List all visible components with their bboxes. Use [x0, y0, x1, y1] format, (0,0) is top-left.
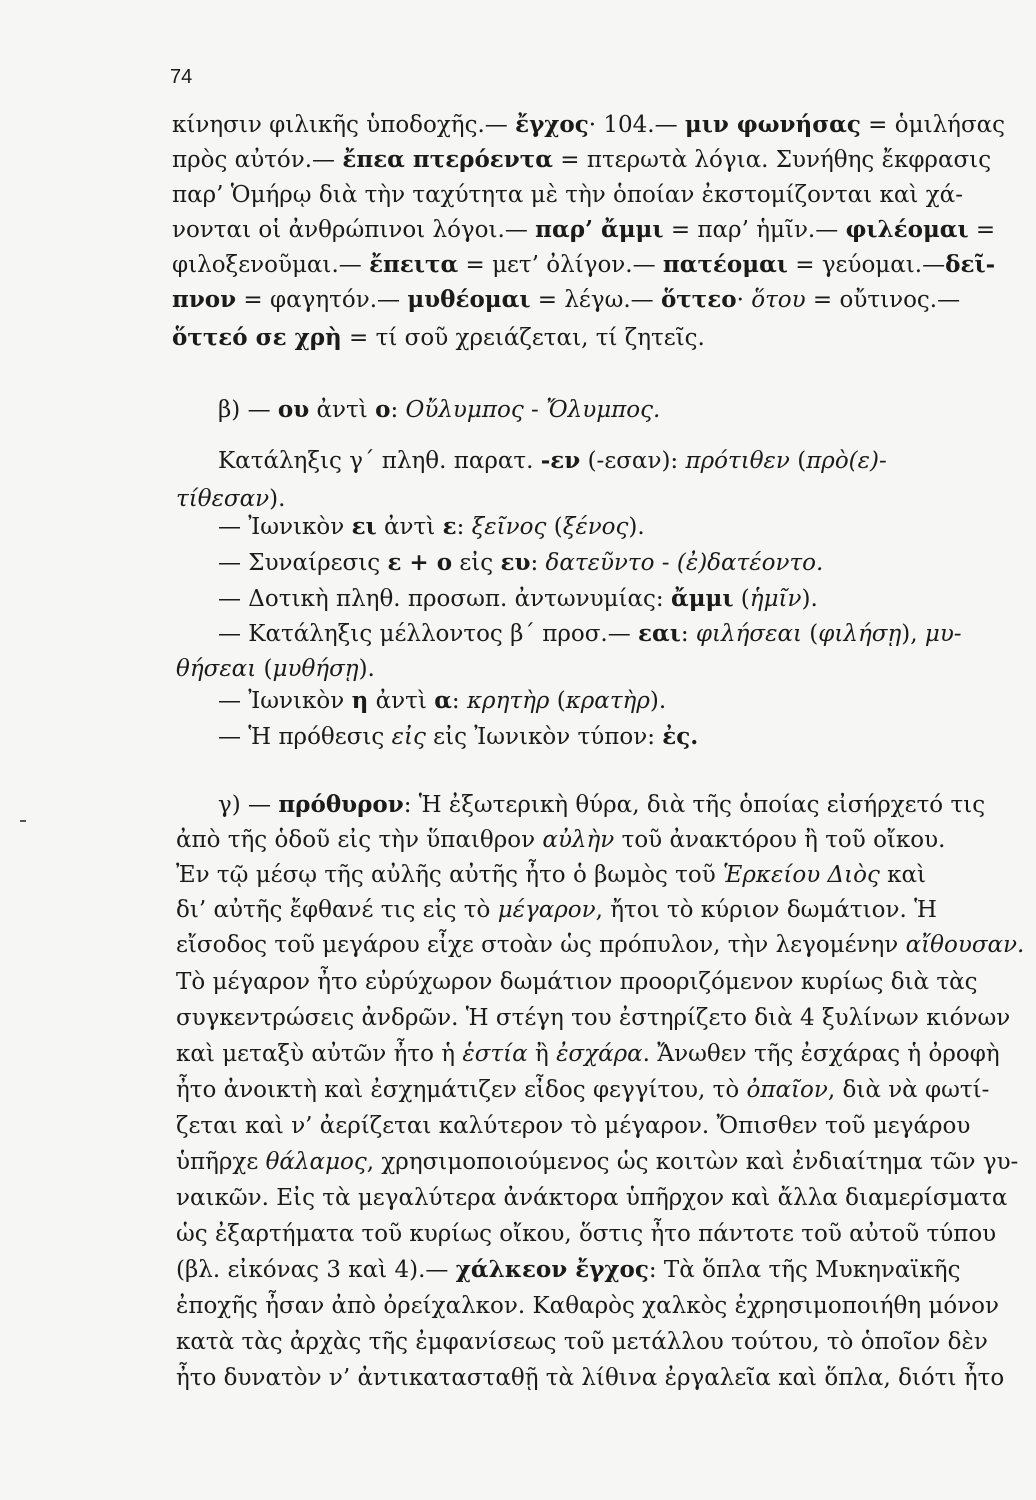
- text-line: [218, 584, 818, 614]
- page-number: 74: [170, 66, 193, 88]
- bold-term: η: [351, 687, 369, 714]
- text-run: κίνησιν φιλικῆς ὑποδοχῆς.—: [172, 112, 516, 138]
- bold-term: παρ’ ἄμμι: [535, 216, 664, 243]
- text-line: [218, 548, 823, 578]
- text-run: = μετ’ ὀλίγον.—: [458, 252, 663, 278]
- text-run: τοῦ ἀνακτόρου ἢ τοῦ οἴκου.: [614, 827, 946, 853]
- bold-term: ἄμμι: [671, 585, 734, 612]
- text-run: :: [530, 550, 546, 576]
- italic-term: Ἑρκείου Διὸς: [723, 862, 880, 888]
- italic-term: μυ-: [924, 621, 962, 647]
- text-line: [176, 930, 1024, 960]
- text-run: νονται οἱ ἀνθρώπινοι λόγοι.—: [172, 217, 536, 243]
- italic-term: μέγαρον: [497, 897, 596, 923]
- text-line: [176, 654, 375, 684]
- italic-term: ἑστία: [462, 1041, 528, 1067]
- bold-term: χάλκεον ἔγχος: [455, 1256, 649, 1283]
- text-run: ἦτο ἀνοικτὴ καὶ ἐσχημάτιζεν εἶδος φεγγίτου, τὸ: [176, 1077, 747, 1103]
- text-run: =: [968, 217, 996, 243]
- text-line: [176, 1363, 1004, 1393]
- text-run: (: [802, 621, 819, 647]
- italic-term: θάλαμος: [265, 1149, 367, 1175]
- italic-term: εἰς: [391, 724, 426, 750]
- text-line: [218, 512, 645, 542]
- text-line: [218, 722, 698, 752]
- italic-term: ξεῖνος: [471, 514, 547, 540]
- margin-mark: [20, 820, 26, 822]
- text-run: συγκεντρώσεις ἀνδρῶν. Ἡ στέγη του ἐστηρίζετο διὰ 4 ξυλίνων κιόνων: [176, 1005, 1011, 1031]
- bold-term: πνον: [172, 286, 237, 313]
- text-line: [176, 825, 945, 855]
- text-run: ·: [736, 287, 752, 313]
- text-run: · 104.—: [588, 112, 685, 138]
- text-run: φιλοξενοῦμαι.—: [172, 252, 370, 278]
- text-run: = οὔτινος.—: [805, 287, 961, 313]
- text-line: [172, 215, 1012, 245]
- bold-term: -εν: [540, 447, 581, 474]
- text-run: :: [451, 688, 467, 714]
- text-line: [176, 1255, 960, 1285]
- italic-term: ἐσχάρα: [556, 1041, 643, 1067]
- text-line: [176, 1219, 996, 1249]
- text-line: [172, 323, 1012, 353]
- text-line: [176, 860, 926, 890]
- bold-term: ὅττεό σε χρὴ: [172, 324, 342, 351]
- bold-term: α: [434, 687, 452, 714]
- text-run: , χρησιμοποιούμενος ὡς κοιτὼν καὶ ἐνδιαίτημα τῶν γυ-: [366, 1149, 1019, 1175]
- text-run: (-εσαν):: [580, 448, 686, 474]
- text-run: -: [523, 397, 547, 423]
- text-run: καὶ: [879, 862, 927, 888]
- italic-term: ὀπαῖον: [746, 1077, 828, 1103]
- italic-term: αὐλὴν: [542, 827, 615, 853]
- text-run: , διὰ νὰ φωτί-: [827, 1077, 990, 1103]
- italic-term: δατεῦντο: [545, 550, 655, 576]
- text-run: ὡς ἐξαρτήματα τοῦ κυρίως οἴκου, ὅστις ἦτο πάντοτε τοῦ αὐτοῦ τύπου: [176, 1221, 997, 1247]
- text-run: — Ἡ πρόθεσις: [218, 724, 392, 750]
- text-run: ).: [801, 586, 818, 612]
- italic-term: τίθεσαν: [176, 486, 270, 512]
- text-run: Ἐν τῷ μέσῳ τῆς αὐλῆς αὐτῆς ἦτο ὁ βωμὸς τοῦ: [176, 862, 724, 888]
- text-run: -: [654, 550, 677, 576]
- text-run: ἢ: [527, 1041, 557, 1067]
- text-line: [172, 250, 1012, 280]
- text-run: ἀντὶ: [368, 688, 435, 714]
- text-line: [176, 1039, 1000, 1069]
- italic-term: κρητὴρ: [466, 688, 550, 714]
- text-run: ζεται καὶ ν’ ἀερίζεται καλύτερον τὸ μέγαρον. Ὄπισθεν τοῦ μεγάρου: [176, 1113, 971, 1139]
- text-run: = λέγω.—: [530, 287, 661, 313]
- text-line: [176, 1183, 1007, 1213]
- text-run: :: [390, 397, 406, 423]
- italic-term: πρὸ(ε)-: [806, 448, 887, 474]
- text-run: (: [256, 656, 273, 682]
- text-run: Τὸ μέγαρον ἦτο εὐρύχωρον δωμάτιον προοριζόμενον κυρίως διὰ τὰς: [176, 969, 978, 995]
- text-run: ἀντὶ: [309, 397, 376, 423]
- bold-term: ἔπεα πτερόεντα: [342, 146, 553, 173]
- text-run: καὶ μεταξὺ αὐτῶν ἦτο ἡ: [176, 1041, 463, 1067]
- italic-term: (ἐ)δατέοντο.: [676, 550, 824, 576]
- bold-term: εαι: [638, 620, 681, 647]
- text-run: = γεύομαι.—: [787, 252, 946, 278]
- text-run: ).: [628, 514, 645, 540]
- text-line: [176, 1147, 1018, 1177]
- text-run: κατὰ τὰς ἀρχὰς τῆς ἐμφανίσεως τοῦ μετάλλου τούτου, τὸ ὁποῖον δὲν: [176, 1329, 988, 1355]
- italic-term: μυθήσῃ: [272, 656, 359, 682]
- text-line: [176, 1291, 999, 1321]
- text-line: [218, 790, 985, 820]
- text-run: ),: [901, 621, 925, 647]
- text-run: (: [789, 448, 807, 474]
- text-run: :: [456, 514, 472, 540]
- text-line: [172, 110, 1012, 140]
- text-run: — Δοτικὴ πληθ. προσωπ. ἀντωνυμίας:: [218, 586, 671, 612]
- text-run: : Ἡ ἐξωτερικὴ θύρα, διὰ τῆς ὁποίας εἰσήρχετό τις: [403, 792, 986, 818]
- italic-term: φιλήσῃ: [818, 621, 902, 647]
- text-line: [218, 446, 887, 476]
- text-line: [218, 686, 666, 716]
- bold-term: μιν φωνήσας: [684, 111, 861, 138]
- text-line: [176, 484, 285, 514]
- bold-term: δεῖ-: [945, 251, 996, 278]
- text-run: ἐποχῆς ἦσαν ἀπὸ ὀρείχαλκον. Καθαρὸς χαλκὸς ἐχρησιμοποιήθη μόνον: [176, 1293, 1000, 1319]
- italic-term: Ὄλυμπος.: [546, 397, 661, 423]
- text-run: ἀπὸ τῆς ὁδοῦ εἰς τὴν ὕπαιθρον: [176, 827, 543, 853]
- text-line: [172, 285, 1012, 315]
- bold-term: ου: [277, 396, 310, 423]
- text-run: παρ’ Ὁμήρῳ διὰ τὴν ταχύτητα μὲ τὴν ὁποίαν ἐκστομίζονται καὶ χά-: [172, 182, 963, 208]
- text-run: = πτερωτὰ λόγια. Συνήθης ἔκφρασις: [552, 147, 992, 173]
- bold-term: ἔπειτα: [369, 251, 459, 278]
- text-line: [172, 180, 1012, 210]
- text-run: ).: [358, 656, 375, 682]
- text-run: πρὸς αὐτόν.—: [172, 147, 343, 173]
- italic-term: ξένος: [562, 514, 629, 540]
- text-run: ἦτο δυνατὸν ν’ ἀντικατασταθῇ τὰ λίθινα ἐργαλεῖα καὶ ὅπλα, διότι ἦτο: [176, 1365, 1005, 1391]
- text-run: εἰς: [452, 550, 501, 576]
- bold-term: πατέομαι: [662, 251, 788, 278]
- italic-term: φιλήσεαι: [695, 621, 802, 647]
- text-run: εἰς Ἰωνικὸν τύπον:: [425, 724, 663, 750]
- text-line: [172, 145, 1012, 175]
- italic-term: αἴθουσαν.: [905, 932, 1025, 958]
- italic-term: Οὔλυμπος: [405, 397, 524, 423]
- text-line: [176, 1327, 988, 1357]
- bold-term: φιλέομαι: [845, 216, 969, 243]
- italic-term: πρότιθεν: [685, 448, 790, 474]
- text-run: = παρ’ ἡμῖν.—: [663, 217, 846, 243]
- text-run: Κατάληξις γ΄ πληθ. παρατ.: [218, 448, 541, 474]
- italic-term: θήσεαι: [176, 656, 257, 682]
- text-run: — Ἰωνικὸν: [218, 514, 352, 540]
- bold-term: ει: [351, 513, 377, 540]
- bold-term: ο: [375, 396, 391, 423]
- text-run: = τί σοῦ χρειάζεται, τί ζητεῖς.: [341, 325, 705, 351]
- bold-term: ευ: [500, 549, 531, 576]
- text-line: [218, 619, 962, 649]
- bold-term: ε: [442, 513, 457, 540]
- text-run: = φαγητόν.—: [236, 287, 408, 313]
- italic-term: ἡμῖν: [749, 586, 802, 612]
- text-run: ναικῶν. Εἰς τὰ μεγαλύτερα ἀνάκτορα ὑπῆρχον καὶ ἄλλα διαμερίσματα: [176, 1185, 1008, 1211]
- text-line: [176, 967, 978, 997]
- text-run: (: [733, 586, 750, 612]
- text-run: , ἤτοι τὸ κύριον δωμάτιον. Ἡ: [595, 897, 937, 923]
- bold-term: πρόθυρον: [278, 791, 404, 818]
- text-run: — Ἰωνικὸν: [218, 688, 352, 714]
- text-run: :: [680, 621, 696, 647]
- italic-term: ὅτου: [751, 287, 806, 313]
- bold-term: ἔγχος: [515, 111, 589, 138]
- bold-term: ἐς.: [662, 723, 699, 750]
- text-run: εἴσοδος τοῦ μεγάρου εἶχε στοὰν ὡς πρόπυλον, τὴν λεγομένην: [176, 932, 906, 958]
- text-run: (: [549, 688, 566, 714]
- text-run: ).: [649, 688, 667, 714]
- text-run: = ὁμιλήσας: [860, 112, 1006, 138]
- text-run: γ) —: [218, 792, 279, 818]
- text-line: [176, 1111, 970, 1141]
- text-run: (βλ. εἰκόνας 3 καὶ 4).—: [176, 1257, 456, 1283]
- bold-term: ὅττεο: [660, 286, 737, 313]
- text-line: [176, 1075, 989, 1105]
- text-run: δι’ αὐτῆς ἔφθανέ τις εἰς τὸ: [176, 897, 498, 923]
- italic-term: κρατὴρ: [565, 688, 650, 714]
- bold-term: ε + ο: [387, 549, 453, 576]
- text-run: . Ἄνωθεν τῆς ἐσχάρας ἡ ὀροφὴ: [642, 1041, 1000, 1067]
- text-line: [176, 1003, 1010, 1033]
- bold-term: μυθέομαι: [407, 286, 531, 313]
- text-run: (: [546, 514, 563, 540]
- text-line: [176, 895, 937, 925]
- text-run: ).: [269, 486, 286, 512]
- text-run: — Κατάληξις μέλλοντος β΄ προσ.—: [218, 621, 639, 647]
- text-run: ἀντὶ: [376, 514, 443, 540]
- text-line: [218, 395, 660, 425]
- text-run: : Τὰ ὅπλα τῆς Μυκηναϊκῆς: [648, 1257, 961, 1283]
- text-run: ὑπῆρχε: [176, 1149, 266, 1175]
- text-run: β) —: [218, 397, 278, 423]
- text-run: — Συναίρεσις: [218, 550, 388, 576]
